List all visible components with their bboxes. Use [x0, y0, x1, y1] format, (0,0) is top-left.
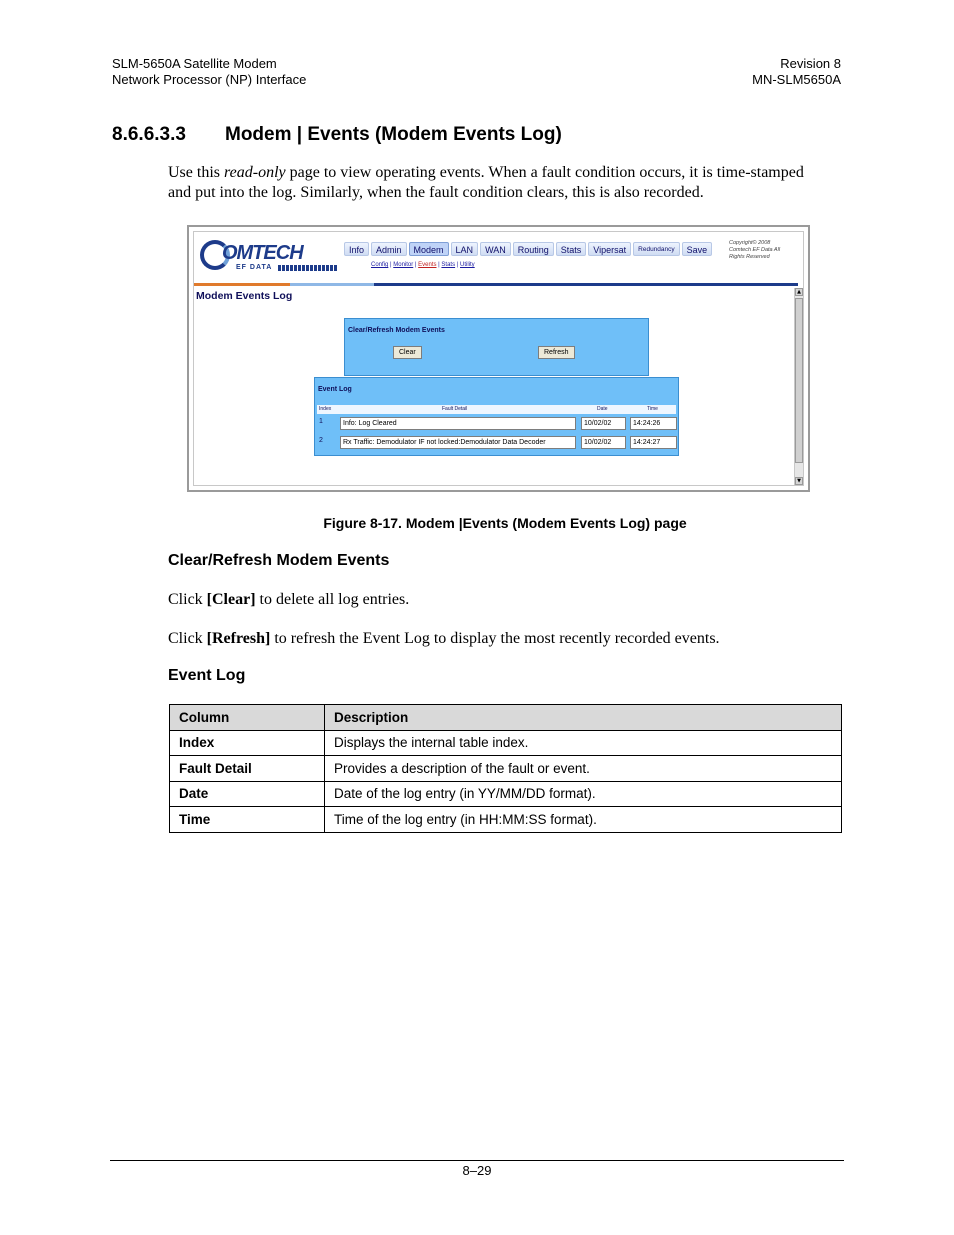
clear-button[interactable]: Clear [393, 346, 422, 359]
logo-bars [278, 265, 338, 271]
header-product: SLM-5650A Satellite Modem [112, 56, 277, 71]
desc-cell: Time of the log entry (in HH:MM:SS format). [325, 807, 842, 833]
table-row [317, 434, 676, 452]
term-cell: Date [170, 781, 325, 807]
nav-tab-wan[interactable]: WAN [480, 242, 511, 256]
intro-text-start: Use this [168, 164, 224, 181]
vertical-scrollbar[interactable] [794, 288, 803, 485]
intro-italic: read-only [224, 164, 286, 181]
subnav-events[interactable]: Events [418, 262, 437, 268]
section-title [112, 124, 562, 146]
page-header-left [112, 56, 306, 88]
scroll-up-icon[interactable]: ▲ [795, 288, 803, 296]
table-row [170, 756, 842, 782]
term-cell: Time [170, 807, 325, 833]
main-nav [344, 242, 712, 256]
header-subtitle: Network Processor (NP) Interface [112, 72, 307, 87]
section-heading: Modem | Events (Modem Events Log) [225, 124, 562, 145]
comtech-logo [200, 238, 350, 274]
copyright-notice: Copyright© 2008 Comtech EF Data All Rights Reserved [729, 240, 781, 260]
refresh-label: [Refresh] [206, 630, 271, 647]
desc-cell: Date of the log entry (in YY/MM/DD format). [325, 781, 842, 807]
nav-tab-modem[interactable]: Modem [409, 242, 449, 256]
fault-detail-field[interactable]: Rx Traffic: Demodulator IF not locked:Demodulator Data Decoder [340, 436, 576, 449]
date-field[interactable]: 10/02/02 [581, 417, 626, 430]
sub-nav [371, 262, 475, 268]
subnav-config[interactable]: Config [371, 262, 389, 268]
table-row [170, 781, 842, 807]
table-row [170, 807, 842, 833]
desc-cell: Displays the internal table index. [325, 730, 842, 756]
page-heading: Modem Events Log [196, 290, 293, 302]
date-field[interactable]: 10/02/02 [581, 436, 626, 449]
event-log-header [317, 405, 676, 414]
scroll-thumb[interactable] [795, 298, 803, 463]
scroll-down-icon[interactable]: ▼ [795, 477, 803, 485]
row-index: 2 [319, 437, 323, 444]
event-log-panel [314, 377, 679, 456]
subnav-sep: | [388, 262, 394, 268]
header-revision: Revision 8 [780, 56, 841, 71]
row-index: 1 [319, 418, 323, 425]
term-cell: Fault Detail [170, 756, 325, 782]
refresh-button[interactable]: Refresh [538, 346, 575, 359]
event-log-title: Event Log [318, 386, 352, 393]
subnav-stats[interactable]: Stats [441, 262, 456, 268]
desc-cell: Provides a description of the fault or event. [325, 756, 842, 782]
logo-sub: EF DATA [236, 264, 273, 271]
subnav-monitor[interactable]: Monitor [393, 262, 414, 268]
time-field[interactable]: 14:24:27 [630, 436, 677, 449]
nav-tab-info[interactable]: Info [344, 242, 369, 256]
header-strip-light-blue [290, 283, 374, 286]
header-doc-number: MN-SLM5650A [752, 72, 841, 87]
header-strip-dark-blue [374, 283, 798, 286]
page-header-right [752, 56, 841, 88]
subnav-utility[interactable]: Utility [460, 262, 475, 268]
nav-tab-admin[interactable]: Admin [371, 242, 407, 256]
col-header-description: Description [325, 705, 842, 731]
col-header-column: Column [170, 705, 325, 731]
intro-paragraph [168, 163, 818, 203]
clear-label: [Clear] [206, 591, 256, 608]
clear-refresh-heading: Clear/Refresh Modem Events [168, 552, 390, 569]
clear-refresh-title: Clear/Refresh Modem Events [348, 327, 445, 334]
intro-text-end: page to view operating events. When a fault condition occurs, it is time-stamped and put into the log. Similarly, when the fault condition clears, this is also recorded. [168, 164, 804, 201]
time-field[interactable]: 14:24:26 [630, 417, 677, 430]
subnav-sep: | [436, 262, 442, 268]
table-row [317, 415, 676, 433]
footer-rule [110, 1160, 844, 1161]
table-header-row [170, 705, 842, 731]
browser-viewport [193, 231, 804, 486]
clear-text-end: to delete all log entries. [255, 591, 410, 608]
col-time: Time [647, 406, 658, 412]
nav-tab-save[interactable]: Save [682, 242, 713, 256]
col-fault-detail: Fault Detail [442, 406, 468, 412]
col-date: Date [597, 406, 608, 412]
clear-paragraph [168, 590, 409, 610]
section-number: 8.6.6.3.3 [112, 124, 186, 145]
event-log-description-table [169, 704, 842, 833]
refresh-text-end: to refresh the Event Log to display the most recently recorded events. [270, 630, 720, 647]
subnav-sep: | [413, 262, 419, 268]
event-log-heading: Event Log [168, 667, 246, 684]
logo-word: OMTECH [222, 242, 303, 264]
header-strip-orange [194, 283, 290, 286]
term-cell: Index [170, 730, 325, 756]
fault-detail-field[interactable]: Info: Log Cleared [340, 417, 576, 430]
nav-tab-lan[interactable]: LAN [451, 242, 479, 256]
clear-text-start: Click [168, 591, 207, 608]
nav-tab-vipersat[interactable]: Vipersat [588, 242, 631, 256]
subnav-sep: | [455, 262, 461, 268]
refresh-paragraph [168, 629, 720, 649]
figure-caption: Figure 8-17. Modem |Events (Modem Events Log) page [323, 515, 687, 531]
events-log-screenshot [187, 225, 810, 492]
nav-tab-redundancy[interactable]: Redundancy [633, 242, 680, 256]
page-number: 8–29 [462, 1163, 492, 1178]
col-index: Index [319, 406, 332, 412]
table-row [170, 730, 842, 756]
clear-refresh-panel [344, 318, 649, 376]
refresh-text-start: Click [168, 630, 207, 647]
nav-tab-stats[interactable]: Stats [556, 242, 587, 256]
nav-tab-routing[interactable]: Routing [513, 242, 554, 256]
